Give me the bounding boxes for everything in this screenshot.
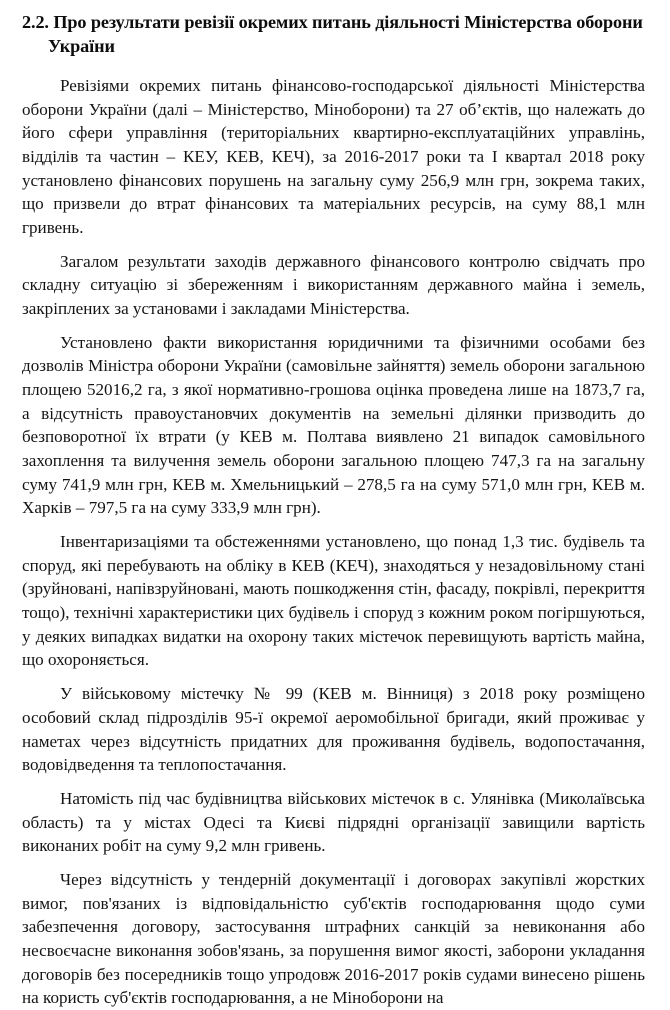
paragraph-2: Загалом результати заходів державного фінансового контролю свідчать про складну ситуацію зі збереженням і використанням державного майна і земель, закріплених за установами і закладами Міністерства. [22, 251, 645, 319]
section-heading [22, 10, 645, 58]
paragraph-6: Натомість під час будівництва військових містечок в с. Улянівка (Миколаївська область) та у містах Одесі та Києві підрядні організації завищили вартість виконаних робіт на суму 9,2 млн гривень. [22, 788, 645, 856]
section-heading-text: 2.2. Про результати ревізії окремих питань діяльності Міністерства оборони України [22, 12, 643, 57]
paragraph-3: Установлено факти використання юридичними та фізичними особами без дозволів Міністра оборони України (самовільне зайняття) земель оборони загальною площею 52016,2 га, з якої нормативно-грошова оцінка проведена лише на 1873,7 га, а відсутність правоустановчих документів на земельні ділянки призводить до безповоротної їх втрати (у КЕВ м. Полтава виявлено 21 випадок самовільного захоплення та вилучення земель оборони загальною площею 747,3 га на загальну суму 741,9 млн грн, КЕВ м. Хмельницький – 278,5 га на суму 571,0 млн грн, КЕВ м. Харків – 797,5 га на суму 333,9 млн грн). [22, 332, 645, 518]
paragraph-1: Ревізіями окремих питань фінансово-господарської діяльності Міністерства оборони України (далі – Міністерство, Міноборони) та 27 об’єктів, що належать до його сфери управління (територіальних квартирно-експлуатаційних управлінь, відділів та частин – КЕУ, КЕВ, КЕЧ), за 2016-2017 роки та І квартал 2018 року установлено фінансових порушень на загальну суму 256,9 млн грн, зокрема таких, що призвели до втрат фінансових та матеріальних ресурсів, на суму 88,1 млн гривень. [22, 76, 645, 238]
paragraph-7: Через відсутність у тендерній документації і договорах закупівлі жорстких вимог, пов'язаних із відповідальністю суб'єктів господарювання щодо суми забезпечення договору, застосування штрафних санкцій за невиконання або несвоєчасне виконання зобов'язань, за порушення вимог якості, заборони укладання договорів без посередників тощо упродовж 2016-2017 років судами винесено рішень на користь суб'єктів господарювання, а не Міноборони на [22, 869, 645, 1008]
document-body [22, 74, 645, 1010]
paragraph-4: Інвентаризаціями та обстеженнями установлено, що понад 1,3 тис. будівель та споруд, які перебувають на обліку в КЕВ (КЕЧ), знаходяться у незадовільному стані (зруйновані, напівзруйновані, мають пошкодження стін, фасаду, покрівлі, перекриття тощо), технічні характеристики цих будівель і споруд з кожним роком погіршуються, у деяких випадках видатки на охорону таких містечок перевищують вартість майна, що охороняється. [22, 532, 645, 670]
paragraph-5: У військовому містечку № 99 (КЕВ м. Вінниця) з 2018 року розміщено особовий склад підрозділів 95-ї окремої аеромобільної бригади, який проживає у наметах через відсутність придатних для проживання будівель, водопостачання, водовідведення та теплопостачання. [22, 684, 645, 775]
